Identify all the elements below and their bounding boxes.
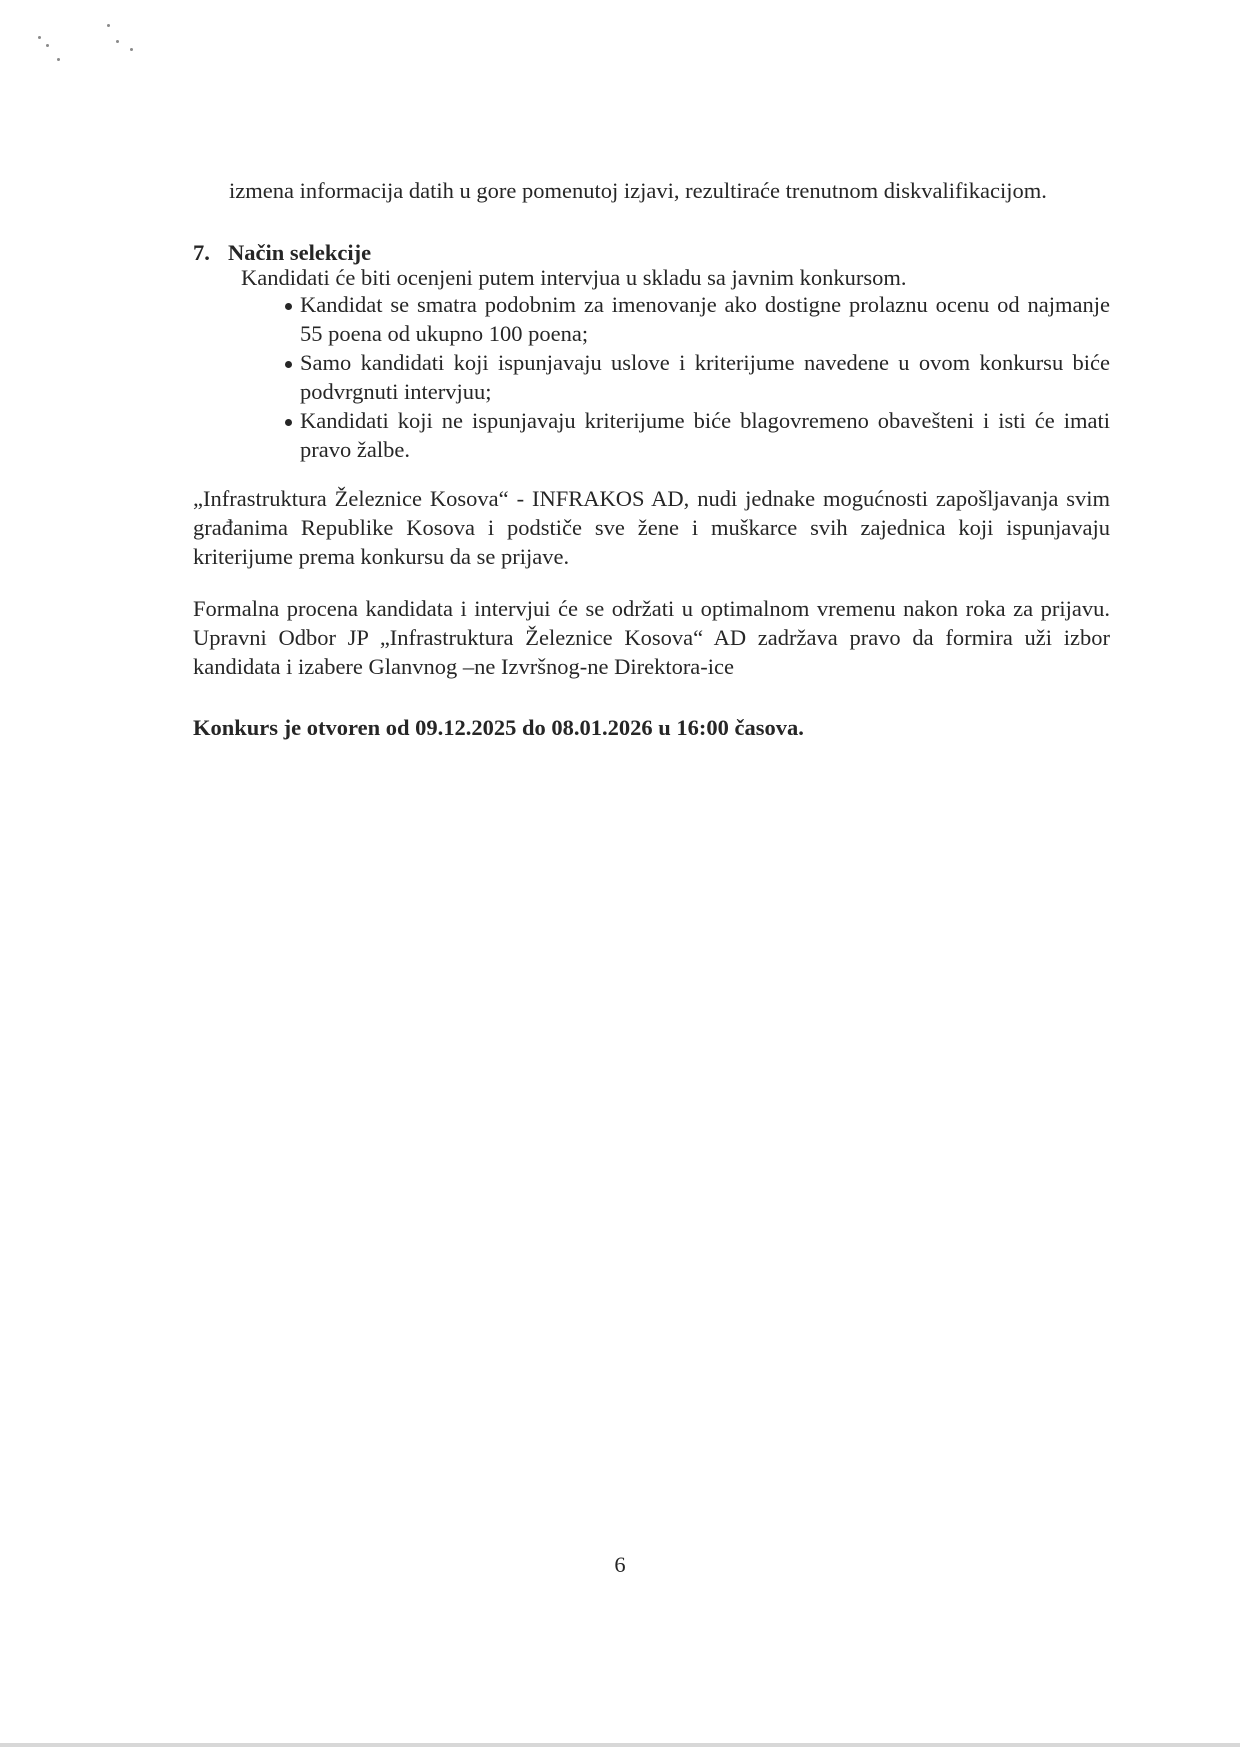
- bullet-icon: [285, 303, 292, 310]
- list-item-text: Kandidat se smatra podobnim za imenovanje ako dostigne prolaznu ocenu od najmanje 55 poena od ukupno 100 poena;: [300, 292, 1110, 346]
- bullet-icon: [285, 419, 292, 426]
- list-item-text: Kandidati koji ne ispunjavaju kriterijume biće blagovremeno obavešteni i isti će imati pravo žalbe.: [300, 408, 1110, 462]
- equal-opportunity-paragraph: „Infrastruktura Železnice Kosova“ - INFRAKOS AD, nudi jednake mogućnosti zapošljavanja svim građanima Republike Kosova i podstiče sve žene i muškarce svih zajednica koji ispunjavaju kriterijume prema konkursu da se prijave.: [193, 486, 1110, 569]
- list-item: [283, 348, 1110, 406]
- list-item: [283, 406, 1110, 464]
- criteria-list: [283, 290, 1110, 464]
- procedure-paragraph: Formalna procena kandidata i intervjui će se održati u optimalnom vremenu nakon roka za prijavu. Upravni Odbor JP „Infrastruktura Železnice Kosova“ AD zadržava pravo da formira uži izbor kandidata i izabere Glanvnog –ne Izvršnog-ne Direktora-ice: [193, 596, 1110, 679]
- list-item-text: Samo kandidati koji ispunjavaju uslove i kriterijume navedene u ovom konkursu biće podvrgnuti intervjuu;: [300, 350, 1110, 404]
- section-number: 7.: [193, 240, 210, 265]
- deadline-statement: Konkurs je otvoren od 09.12.2025 do 08.01.2026 u 16:00 časova.: [193, 715, 804, 740]
- page-number: 6: [614, 1552, 626, 1577]
- list-item: [283, 290, 1110, 348]
- section-intro: Kandidati će biti ocenjeni putem intervjua u skladu sa javnim konkursom.: [241, 265, 907, 290]
- scan-bottom-edge: [0, 1743, 1240, 1747]
- continuation-text: izmena informacija datih u gore pomenutoj izjavi, rezultiraće trenutnom diskvalifikacijom.: [229, 178, 1047, 203]
- bullet-icon: [285, 361, 292, 368]
- section-title: Način selekcije: [228, 240, 372, 265]
